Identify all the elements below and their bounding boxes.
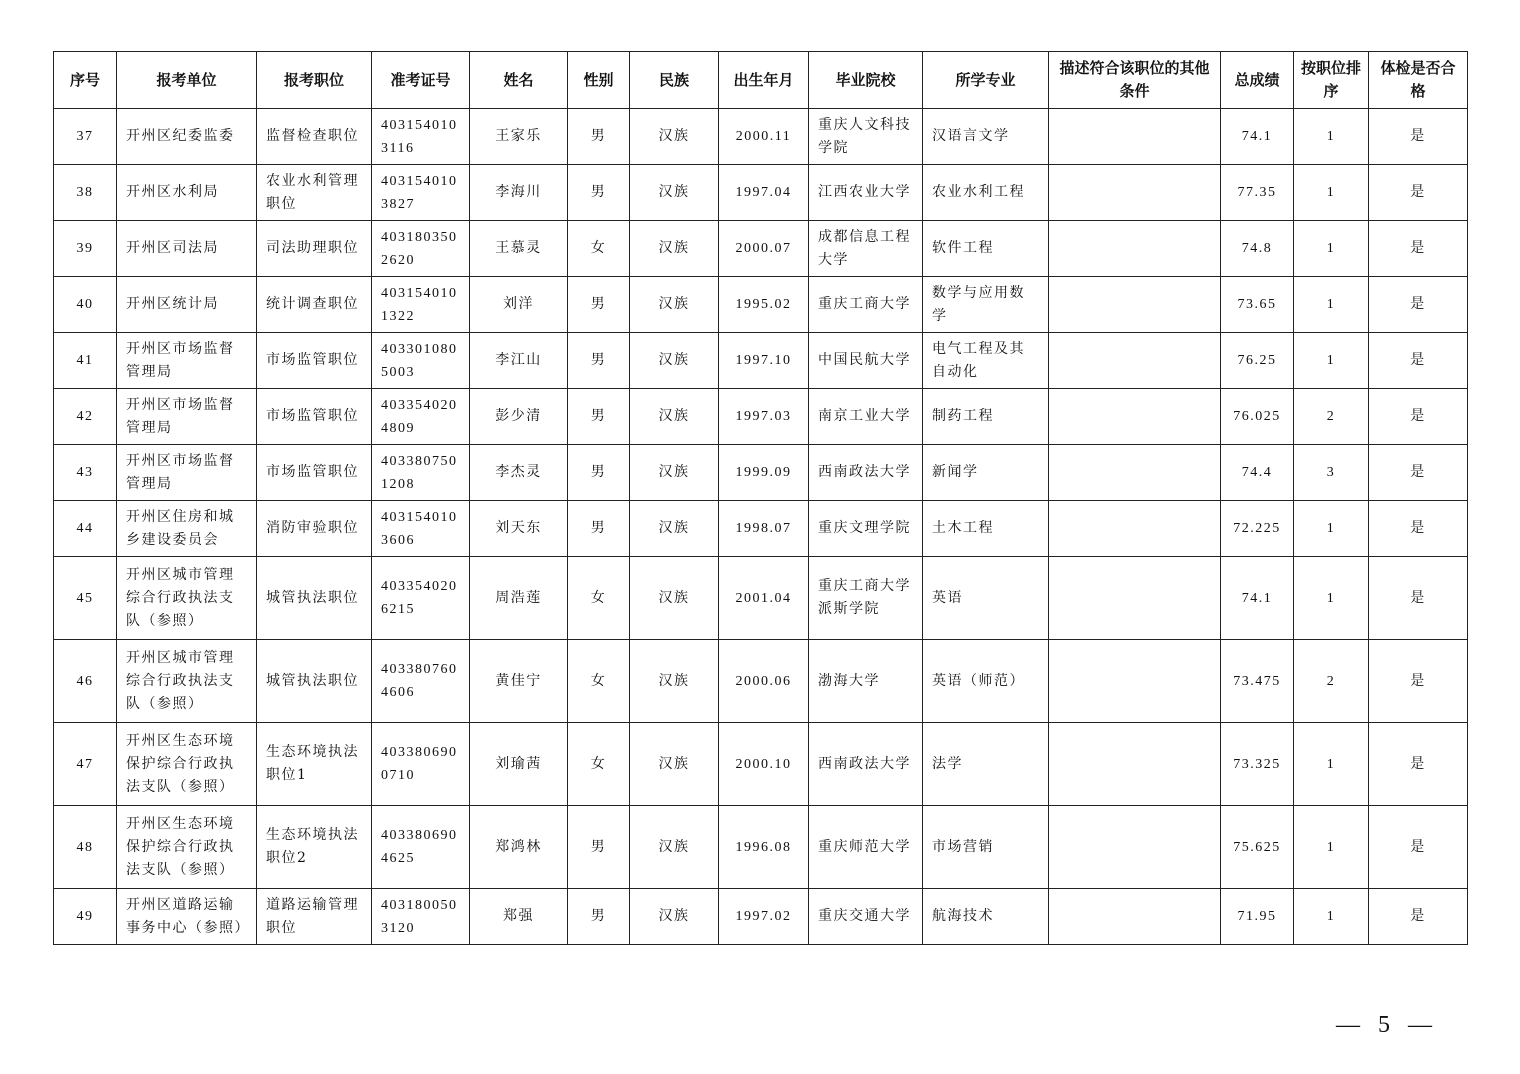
header-other-conditions: 描述符合该职位的其他条件	[1049, 52, 1221, 109]
header-birth: 出生年月	[719, 52, 809, 109]
cell-name: 彭少清	[470, 389, 568, 445]
cell-physical-exam: 是	[1369, 109, 1468, 165]
header-school: 毕业院校	[809, 52, 923, 109]
cell-name: 黄佳宁	[470, 640, 568, 723]
page-number: — 5 —	[1336, 1012, 1438, 1038]
cell-school: 重庆人文科技学院	[809, 109, 923, 165]
cell-seq: 48	[54, 806, 117, 889]
cell-score: 73.475	[1221, 640, 1294, 723]
header-score: 总成绩	[1221, 52, 1294, 109]
cell-unit: 开州区城市管理综合行政执法支队（参照）	[117, 557, 257, 640]
cell-physical-exam: 是	[1369, 333, 1468, 389]
cell-ethnicity: 汉族	[630, 501, 719, 557]
cell-name: 刘瑜茜	[470, 723, 568, 806]
cell-exam-id: 4031540103116	[372, 109, 470, 165]
cell-unit: 开州区水利局	[117, 165, 257, 221]
cell-rank: 1	[1294, 501, 1369, 557]
cell-rank: 1	[1294, 889, 1369, 945]
cell-ethnicity: 汉族	[630, 723, 719, 806]
cell-rank: 1	[1294, 109, 1369, 165]
cell-school: 西南政法大学	[809, 445, 923, 501]
cell-gender: 女	[568, 723, 630, 806]
cell-position: 市场监管职位	[257, 445, 372, 501]
cell-position: 城管执法职位	[257, 557, 372, 640]
cell-exam-id: 4033807604606	[372, 640, 470, 723]
cell-score: 74.4	[1221, 445, 1294, 501]
cell-birth: 1997.02	[719, 889, 809, 945]
cell-major: 新闻学	[923, 445, 1049, 501]
cell-position: 市场监管职位	[257, 389, 372, 445]
table-row	[54, 501, 1468, 557]
cell-position: 司法助理职位	[257, 221, 372, 277]
cell-birth: 1999.09	[719, 445, 809, 501]
cell-gender: 男	[568, 277, 630, 333]
cell-other-conditions	[1049, 640, 1221, 723]
cell-unit: 开州区纪委监委	[117, 109, 257, 165]
table-row	[54, 557, 1468, 640]
cell-exam-id: 4031540103606	[372, 501, 470, 557]
cell-exam-id: 4031803502620	[372, 221, 470, 277]
cell-ethnicity: 汉族	[630, 445, 719, 501]
cell-gender: 男	[568, 165, 630, 221]
cell-ethnicity: 汉族	[630, 277, 719, 333]
cell-exam-id: 4033540204809	[372, 389, 470, 445]
cell-name: 周浩莲	[470, 557, 568, 640]
header-exam-id: 准考证号	[372, 52, 470, 109]
cell-school: 重庆交通大学	[809, 889, 923, 945]
cell-ethnicity: 汉族	[630, 165, 719, 221]
cell-ethnicity: 汉族	[630, 806, 719, 889]
cell-physical-exam: 是	[1369, 557, 1468, 640]
cell-school: 渤海大学	[809, 640, 923, 723]
cell-score: 77.35	[1221, 165, 1294, 221]
cell-physical-exam: 是	[1369, 277, 1468, 333]
cell-score: 75.625	[1221, 806, 1294, 889]
cell-name: 李海川	[470, 165, 568, 221]
cell-school: 重庆工商大学	[809, 277, 923, 333]
cell-major: 数学与应用数学	[923, 277, 1049, 333]
cell-other-conditions	[1049, 806, 1221, 889]
cell-ethnicity: 汉族	[630, 889, 719, 945]
cell-ethnicity: 汉族	[630, 640, 719, 723]
cell-seq: 46	[54, 640, 117, 723]
header-rank: 按职位排序	[1294, 52, 1369, 109]
header-physical-exam: 体检是否合格	[1369, 52, 1468, 109]
cell-seq: 39	[54, 221, 117, 277]
cell-other-conditions	[1049, 723, 1221, 806]
cell-position: 消防审验职位	[257, 501, 372, 557]
cell-unit: 开州区统计局	[117, 277, 257, 333]
cell-unit: 开州区市场监督管理局	[117, 389, 257, 445]
cell-rank: 3	[1294, 445, 1369, 501]
cell-birth: 2000.07	[719, 221, 809, 277]
cell-score: 73.325	[1221, 723, 1294, 806]
cell-seq: 45	[54, 557, 117, 640]
cell-position: 生态环境执法职位2	[257, 806, 372, 889]
cell-exam-id: 4031540101322	[372, 277, 470, 333]
cell-exam-id: 4033010805003	[372, 333, 470, 389]
cell-score: 73.65	[1221, 277, 1294, 333]
cell-unit: 开州区市场监督管理局	[117, 445, 257, 501]
cell-seq: 44	[54, 501, 117, 557]
cell-major: 航海技术	[923, 889, 1049, 945]
cell-physical-exam: 是	[1369, 221, 1468, 277]
cell-other-conditions	[1049, 165, 1221, 221]
cell-other-conditions	[1049, 557, 1221, 640]
cell-unit: 开州区生态环境保护综合行政执法支队（参照）	[117, 806, 257, 889]
cell-score: 74.8	[1221, 221, 1294, 277]
cell-unit: 开州区生态环境保护综合行政执法支队（参照）	[117, 723, 257, 806]
cell-rank: 1	[1294, 723, 1369, 806]
cell-birth: 1995.02	[719, 277, 809, 333]
cell-gender: 男	[568, 806, 630, 889]
cell-exam-id: 4033806900710	[372, 723, 470, 806]
header-unit: 报考单位	[117, 52, 257, 109]
cell-score: 76.25	[1221, 333, 1294, 389]
cell-physical-exam: 是	[1369, 165, 1468, 221]
cell-position: 生态环境执法职位1	[257, 723, 372, 806]
cell-name: 刘天东	[470, 501, 568, 557]
cell-major: 制药工程	[923, 389, 1049, 445]
table-row	[54, 640, 1468, 723]
cell-seq: 42	[54, 389, 117, 445]
cell-score: 74.1	[1221, 557, 1294, 640]
cell-major: 电气工程及其自动化	[923, 333, 1049, 389]
cell-physical-exam: 是	[1369, 806, 1468, 889]
header-gender: 性别	[568, 52, 630, 109]
cell-other-conditions	[1049, 109, 1221, 165]
cell-rank: 1	[1294, 165, 1369, 221]
cell-gender: 男	[568, 333, 630, 389]
cell-gender: 女	[568, 221, 630, 277]
cell-major: 农业水利工程	[923, 165, 1049, 221]
cell-gender: 男	[568, 445, 630, 501]
table-row	[54, 221, 1468, 277]
cell-school: 南京工业大学	[809, 389, 923, 445]
cell-rank: 1	[1294, 557, 1369, 640]
cell-birth: 2000.06	[719, 640, 809, 723]
cell-ethnicity: 汉族	[630, 333, 719, 389]
cell-position: 市场监管职位	[257, 333, 372, 389]
cell-rank: 2	[1294, 640, 1369, 723]
cell-major: 汉语言文学	[923, 109, 1049, 165]
cell-school: 重庆文理学院	[809, 501, 923, 557]
cell-major: 法学	[923, 723, 1049, 806]
candidate-table	[53, 51, 1468, 945]
cell-name: 李江山	[470, 333, 568, 389]
cell-name: 郑强	[470, 889, 568, 945]
cell-seq: 37	[54, 109, 117, 165]
cell-gender: 男	[568, 501, 630, 557]
cell-gender: 男	[568, 109, 630, 165]
cell-other-conditions	[1049, 889, 1221, 945]
cell-school: 西南政法大学	[809, 723, 923, 806]
table-row	[54, 389, 1468, 445]
cell-rank: 1	[1294, 277, 1369, 333]
table-row	[54, 165, 1468, 221]
header-seq: 序号	[54, 52, 117, 109]
cell-position: 监督检查职位	[257, 109, 372, 165]
cell-gender: 男	[568, 389, 630, 445]
cell-major: 英语	[923, 557, 1049, 640]
table-body	[54, 109, 1468, 945]
cell-physical-exam: 是	[1369, 501, 1468, 557]
header-name: 姓名	[470, 52, 568, 109]
table-row	[54, 806, 1468, 889]
cell-physical-exam: 是	[1369, 389, 1468, 445]
cell-seq: 40	[54, 277, 117, 333]
cell-school: 成都信息工程大学	[809, 221, 923, 277]
header-position: 报考职位	[257, 52, 372, 109]
cell-gender: 男	[568, 889, 630, 945]
cell-birth: 1997.04	[719, 165, 809, 221]
table-header	[54, 52, 1468, 109]
cell-birth: 2000.11	[719, 109, 809, 165]
cell-unit: 开州区市场监督管理局	[117, 333, 257, 389]
table-row	[54, 109, 1468, 165]
cell-position: 城管执法职位	[257, 640, 372, 723]
cell-school: 重庆师范大学	[809, 806, 923, 889]
cell-other-conditions	[1049, 389, 1221, 445]
cell-ethnicity: 汉族	[630, 557, 719, 640]
cell-birth: 1997.10	[719, 333, 809, 389]
table-row	[54, 333, 1468, 389]
cell-exam-id: 4031540103827	[372, 165, 470, 221]
cell-major: 软件工程	[923, 221, 1049, 277]
cell-other-conditions	[1049, 333, 1221, 389]
cell-other-conditions	[1049, 277, 1221, 333]
cell-position: 道路运输管理职位	[257, 889, 372, 945]
cell-major: 土木工程	[923, 501, 1049, 557]
cell-other-conditions	[1049, 445, 1221, 501]
cell-exam-id: 4031800503120	[372, 889, 470, 945]
cell-seq: 41	[54, 333, 117, 389]
cell-name: 王慕灵	[470, 221, 568, 277]
cell-rank: 1	[1294, 806, 1369, 889]
cell-birth: 1998.07	[719, 501, 809, 557]
cell-birth: 1997.03	[719, 389, 809, 445]
cell-score: 74.1	[1221, 109, 1294, 165]
cell-unit: 开州区住房和城乡建设委员会	[117, 501, 257, 557]
cell-unit: 开州区道路运输事务中心（参照）	[117, 889, 257, 945]
cell-unit: 开州区司法局	[117, 221, 257, 277]
cell-seq: 38	[54, 165, 117, 221]
cell-position: 统计调查职位	[257, 277, 372, 333]
cell-gender: 女	[568, 557, 630, 640]
cell-position: 农业水利管理职位	[257, 165, 372, 221]
cell-school: 江西农业大学	[809, 165, 923, 221]
cell-rank: 1	[1294, 221, 1369, 277]
header-major: 所学专业	[923, 52, 1049, 109]
cell-birth: 2001.04	[719, 557, 809, 640]
cell-exam-id: 4033806904625	[372, 806, 470, 889]
cell-seq: 43	[54, 445, 117, 501]
cell-name: 李杰灵	[470, 445, 568, 501]
cell-physical-exam: 是	[1369, 640, 1468, 723]
cell-gender: 女	[568, 640, 630, 723]
cell-score: 72.225	[1221, 501, 1294, 557]
cell-birth: 1996.08	[719, 806, 809, 889]
cell-physical-exam: 是	[1369, 723, 1468, 806]
cell-physical-exam: 是	[1369, 445, 1468, 501]
cell-major: 英语（师范）	[923, 640, 1049, 723]
table-row	[54, 277, 1468, 333]
table-row	[54, 445, 1468, 501]
cell-rank: 1	[1294, 333, 1369, 389]
cell-school: 中国民航大学	[809, 333, 923, 389]
cell-school: 重庆工商大学派斯学院	[809, 557, 923, 640]
cell-unit: 开州区城市管理综合行政执法支队（参照）	[117, 640, 257, 723]
cell-major: 市场营销	[923, 806, 1049, 889]
cell-name: 王家乐	[470, 109, 568, 165]
cell-ethnicity: 汉族	[630, 389, 719, 445]
cell-ethnicity: 汉族	[630, 221, 719, 277]
cell-exam-id: 4033807501208	[372, 445, 470, 501]
cell-score: 76.025	[1221, 389, 1294, 445]
cell-name: 刘洋	[470, 277, 568, 333]
cell-rank: 2	[1294, 389, 1369, 445]
cell-seq: 49	[54, 889, 117, 945]
cell-exam-id: 4033540206215	[372, 557, 470, 640]
table-row	[54, 889, 1468, 945]
cell-birth: 2000.10	[719, 723, 809, 806]
header-row	[54, 52, 1468, 109]
cell-other-conditions	[1049, 221, 1221, 277]
cell-ethnicity: 汉族	[630, 109, 719, 165]
header-ethnicity: 民族	[630, 52, 719, 109]
cell-score: 71.95	[1221, 889, 1294, 945]
table-row	[54, 723, 1468, 806]
cell-seq: 47	[54, 723, 117, 806]
cell-other-conditions	[1049, 501, 1221, 557]
cell-physical-exam: 是	[1369, 889, 1468, 945]
cell-name: 郑鸿林	[470, 806, 568, 889]
